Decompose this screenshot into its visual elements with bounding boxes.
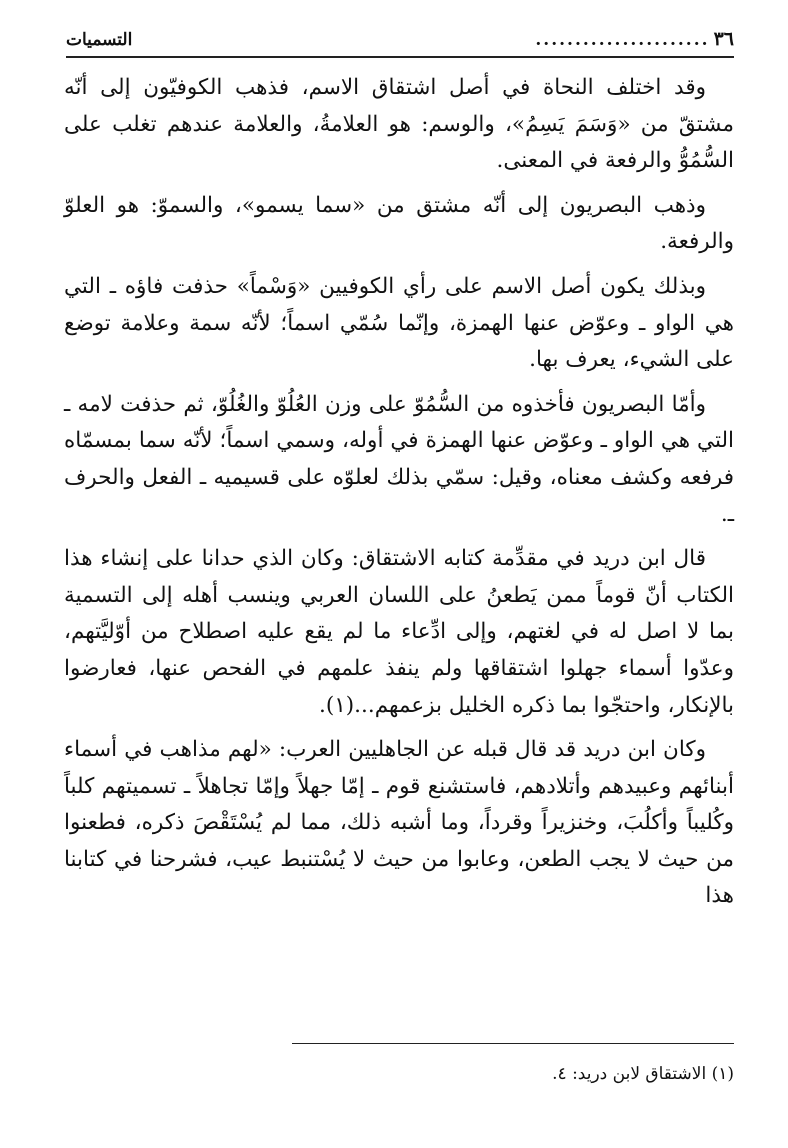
page-number: ٣٦ <box>713 28 734 50</box>
footnote: (١) الاشتقاق لابن دريد: ٤. <box>552 1064 734 1084</box>
body-text <box>64 70 734 915</box>
footnote-separator <box>292 1043 734 1044</box>
running-header <box>66 28 734 58</box>
paragraph-6: وكان ابن دريد قد قال قبله عن الجاهليين العرب: «لهم مذاهب في أسماء أبنائهم وعبيدهم وأتلادهم، فاستشنع قوم ـ إمّا جهلاً وإمّا تجاهلاً ـ تسميتهم كلباً وكُليباً وأكلُبَ، وخنزيراً وقرداً، وما أشبه ذلك، مما لم يُسْتَقْصَ ذكره، فطعنوا من حيث لا يجب الطعن، وعابوا من حيث لا يُسْتنبط عيب، فشرحنا في كتابنا هذا <box>64 737 734 909</box>
paragraph-4: وأمّا البصريون فأخذوه من السُّمُوّ على وزن العُلُوّ والغُلُوّ، ثم حذفت لامه ـ التي هي الواو ـ وعوّض عنها الهمزة في أوله، وسمي اسماً؛ لأنّه سما بمسمّاه فرفعه وكشف معناه، وقيل: سمّي بذلك لعلوّه على قسيميه ـ الفعل والحرف ـ. <box>64 391 734 527</box>
paragraph-1: وقد اختلف النحاة في أصل اشتقاق الاسم، فذهب الكوفيّون إلى أنّه مشتقّ من «وَسَمَ يَسِمُ»، والوسم: هو العلامةُ، والعلامة عندهم تغلب على السُّمُوُّ والرفعة في المعنى. <box>64 75 734 174</box>
chapter-title: التسميات <box>66 30 133 50</box>
paragraph-5: قال ابن دريد في مقدِّمة كتابه الاشتقاق: وكان الذي حدانا على إنشاء هذا الكتاب أنّ قوماً ممن يَطعنُ على اللسان العربي وينسب أهله إلى التسمية بما لا اصل له في لغتهم، وإلى ادِّعاء ما لم يقع عليه اصطلاح من أوّليَّتهم، وعدّوا أسماء جهلوا اشتقاقها ولم ينفذ علمهم في الفحص عنها، فعارضوا بالإنكار، واحتجّوا بما ذكره الخليل بزعمهم...(١). <box>64 546 734 718</box>
leader-dots: ...................... <box>535 30 710 50</box>
paragraph-2: وذهب البصريون إلى أنّه مشتق من «سما يسمو»، والسموّ: هو العلوّ والرفعة. <box>64 192 734 255</box>
paragraph-3: وبذلك يكون أصل الاسم على رأي الكوفيين «وَسْماً» حذفت فاؤه ـ التي هي الواو ـ وعوّض عنها الهمزة، وإنّما سُمّي اسماً؛ لأنّه سمة وعلامة توضع على الشيء، يعرف بها. <box>64 273 734 373</box>
